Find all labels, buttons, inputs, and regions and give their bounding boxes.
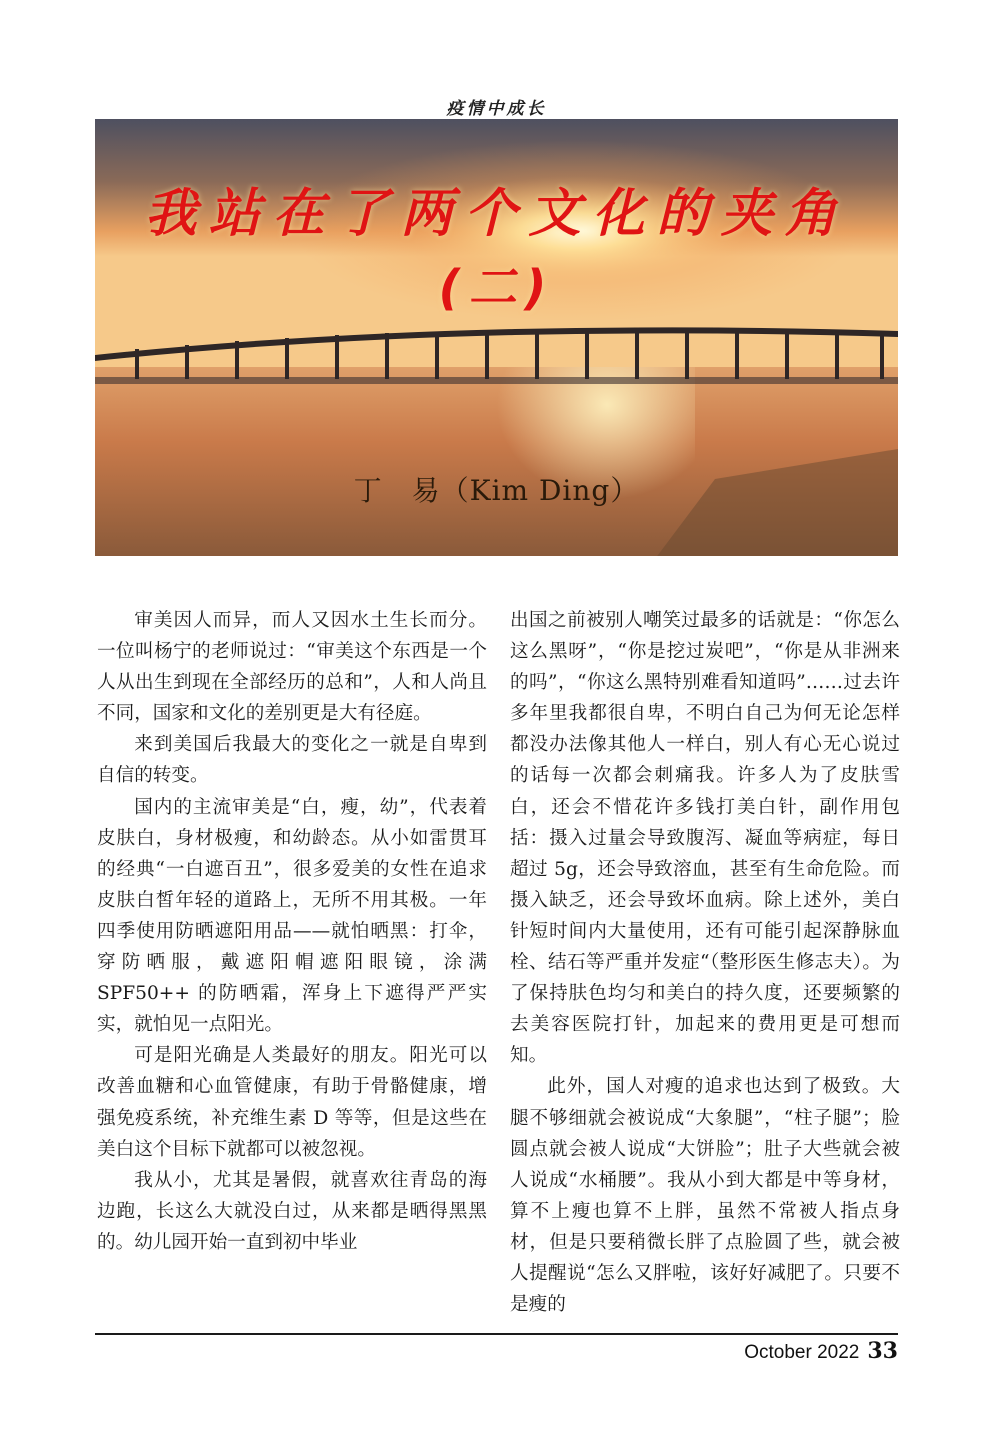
footer-divider	[95, 1333, 898, 1335]
section-header: 疫情中成长	[446, 99, 547, 119]
paragraph: 出国之前被别人嘲笑过最多的话就是：“你怎么这么黑呀”，“你是挖过炭吧”，“你是从非洲来的吗”，“你这么黑特别难看知道吗”……过去许多年里我都很自卑，不明白自己为何无论怎样都没办法像其他人一样白，别人有心无心说过的话每一次都会刺痛我。许多人为了皮肤雪白，还会不惜花许多钱打美白针，副作用包括：摄入过量会导致腹泻、凝血等病症，每日超过 5g，还会导致溶血，甚至有生命危险。而摄入缺乏，还会导致坏血病。除上述外，美白针短时间内大量使用，还有可能引起深静脉血栓、结石等严重并发症“（整形医生修志夫）。为了保持肤色均匀和美白的持久度，还要频繁的去美容医院打针，加起来的费用更是可想而知。	[510, 610, 900, 1067]
right-column	[510, 605, 900, 1320]
page-footer	[744, 1338, 898, 1364]
page-number: 33	[867, 1338, 898, 1364]
article-body	[97, 605, 900, 1325]
paragraph: 可是阳光确是人类最好的朋友。阳光可以改善血糖和心血管健康，有助于骨骼健康，增强免疫系统，补充维生素 D 等等，但是这些在美白这个目标下就都可以被忽视。	[97, 1045, 487, 1160]
issue-date: October 2022	[744, 1342, 860, 1363]
paragraph: 来到美国后我最大的变化之一就是自卑到自信的转变。	[97, 734, 487, 787]
paragraph: 国内的主流审美是“白，瘦，幼”，代表着皮肤白，身材极瘦，和幼龄态。从小如雷贯耳的经典“一白遮百丑”，很多爱美的女性在追求皮肤白皙年轻的道路上，无所不用其极。一年四季使用防晒遮阳用品——就怕晒黑：打伞，穿防晒服，戴遮阳帽遮阳眼镜，涂满 SPF50++ 的防晒霜，浑身上下遮得严严实实，就怕见一点阳光。	[97, 796, 487, 1036]
paragraph: 我从小，尤其是暑假，就喜欢往青岛的海边跑，长这么大就没白过，从来都是晒得黑黑的。幼儿园开始一直到初中毕业	[97, 1169, 487, 1253]
article-title: 我站在了两个文化的夹角	[144, 184, 849, 244]
paragraph: 审美因人而异，而人又因水土生长而分。一位叫杨宁的老师说过：“审美这个东西是一个人从出生到现在全部经历的总和”，人和人尚且不同，国家和文化的差别更是大有径庭。	[97, 610, 487, 725]
paragraph: 此外，国人对瘦的追求也达到了极致。大腿不够细就会被说成“大象腿”，“柱子腿”；脸圆点就会被人说成“大饼脸”；肚子大些就会被人说成“水桶腰”。我从小到大都是中等身材，算不上瘦也算不上胖，虽然不常被人指点身材，但是只要稍微长胖了点脸圆了些，就会被人提醒说“怎么又胖啦，该好好减肥了。只要不是瘦的	[510, 1076, 900, 1316]
hero-banner	[95, 119, 898, 556]
left-column	[97, 605, 487, 1258]
author-byline: 丁 易（Kim Ding）	[353, 474, 640, 507]
article-subtitle: (二)	[438, 260, 555, 316]
